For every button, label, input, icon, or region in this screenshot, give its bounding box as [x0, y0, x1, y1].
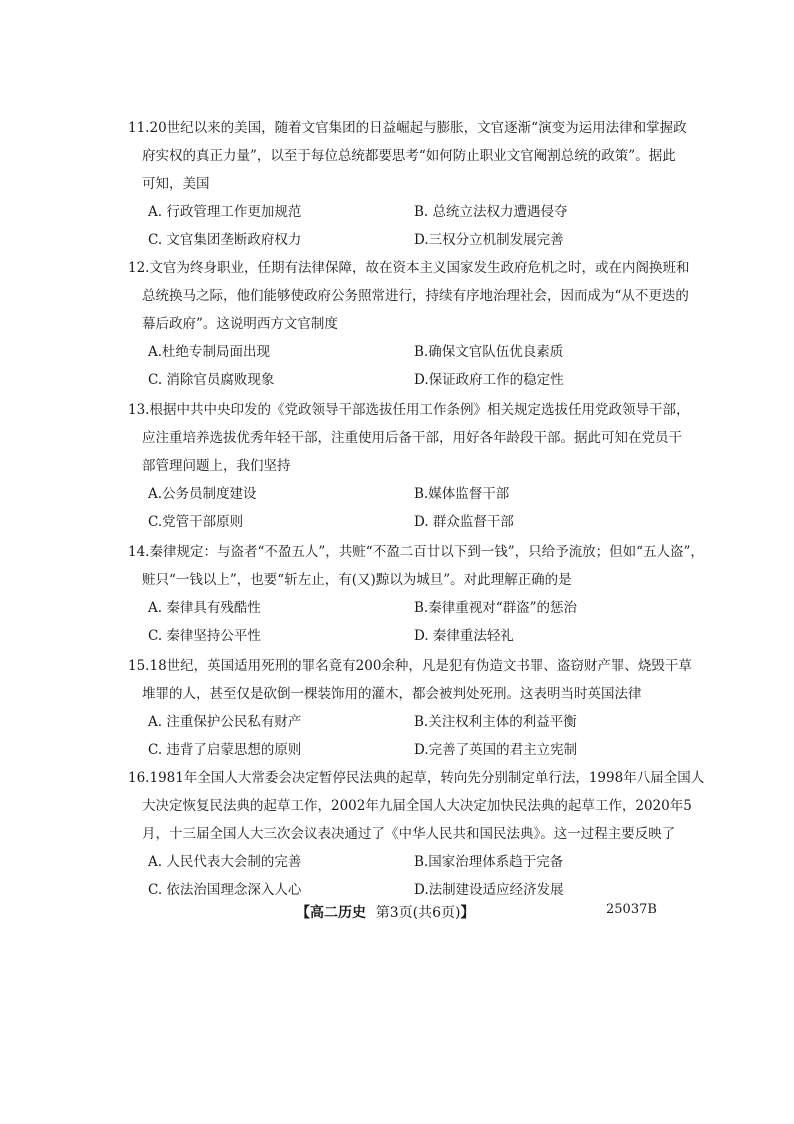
option-a[interactable]: A. 行政管理工作更加规范: [148, 204, 302, 220]
stem-line: 赃只“一钱以上”，也要“斩左止，有(又)黥以为城旦”。对此理解正确的是: [142, 572, 572, 588]
option-d[interactable]: D.完善了英国的君主立宪制: [414, 742, 578, 758]
option-d[interactable]: D.三权分立机制发展完善: [414, 232, 564, 248]
page-footer: [0, 902, 794, 926]
stem-line: 16.1981年全国人大常委会决定暂停民法典的起草，转向先分别制定单行法，1998年八届全国人: [128, 770, 705, 786]
question-number: 11.: [128, 120, 150, 136]
question-stem: [128, 652, 692, 708]
stem-line: 14.秦律规定：与盗者“不盈五人”，共赃“不盈二百廿以下到一钱”，只给予流放；但如“五人盗”，: [128, 544, 704, 560]
option-b[interactable]: B.确保文官队伍优良素质: [414, 344, 564, 360]
footer-subject: 高二历史: [310, 905, 366, 921]
option-b[interactable]: B. 总统立法权力遭遇侵夺: [414, 204, 568, 220]
question-number: 15.: [128, 658, 150, 674]
question-16: [128, 764, 705, 904]
question-14: [128, 538, 704, 650]
stem-line: 13.根据中共中央印发的《党政领导干部选拔任用工作条例》相关规定选拔任用党政领导干部，: [128, 402, 690, 418]
option-b[interactable]: B.秦律重视对“群盗”的惩治: [414, 600, 578, 616]
answer-options: [128, 594, 668, 650]
exam-code: 25037B: [606, 902, 657, 917]
option-a[interactable]: A.公务员制度建设: [148, 486, 257, 502]
question-stem: [128, 254, 690, 338]
stem-line: 幕后政府”。这说明西方文官制度: [142, 316, 338, 332]
bracket-open: 【: [296, 905, 310, 921]
question-stem: [128, 396, 690, 480]
question-number: 16.: [128, 770, 150, 786]
answer-options: [128, 198, 668, 254]
option-a[interactable]: A.杜绝专制局面出现: [148, 344, 271, 360]
option-d[interactable]: D. 群众监督干部: [414, 514, 514, 530]
option-b[interactable]: B.国家治理体系趋于完备: [414, 854, 564, 870]
stem-line: 总统换马之际，他们能够使政府公务照常进行，持续有序地治理社会，因而成为“从不更迭的: [142, 288, 689, 304]
stem-line: 府实权的真正力量”，以至于每位总统都要思考“如何防止职业文官阉割总统的政策”。据此: [142, 148, 676, 164]
stem-line: 大决定恢复民法典的起草工作，2002年九届全国人大决定加快民法典的起草工作，2020年5: [142, 798, 692, 814]
question-stem: [128, 764, 705, 848]
option-a[interactable]: A. 秦律具有残酷性: [148, 600, 261, 616]
stem-line: 15.18世纪，英国适用死刑的罪名竟有200余种，凡是犯有伪造文书罪、盗窃财产罪、烧毁干草: [128, 658, 692, 674]
question-stem: [128, 538, 704, 594]
footer-page-info: 第3页(共6页): [375, 905, 461, 921]
stem-line: 11.20世纪以来的美国，随着文官集团的日益崛起与膨胀，文官逐渐“演变为运用法律和掌握政: [128, 120, 687, 136]
stem-line: 应注重培养选拔优秀年轻干部，注重使用后备干部，用好各年龄段干部。据此可知在党员干: [142, 430, 682, 446]
option-c[interactable]: C. 文官集团垄断政府权力: [148, 232, 302, 248]
question-stem: [128, 114, 687, 198]
question-number: 13.: [128, 402, 150, 418]
question-15: [128, 652, 692, 764]
stem-line: 堆罪的人，甚至仅是砍倒一棵装饰用的灌木，都会被判处死刑。这表明当时英国法律: [142, 686, 642, 702]
option-d[interactable]: D.保证政府工作的稳定性: [414, 372, 564, 388]
stem-line: 部管理问题上，我们坚持: [142, 458, 291, 474]
option-c[interactable]: C. 秦律坚持公平性: [148, 628, 261, 644]
option-c[interactable]: C.党管干部原则: [148, 514, 244, 530]
question-number: 12.: [128, 260, 150, 276]
option-c[interactable]: C. 消除官员腐败现象: [148, 372, 275, 388]
answer-options: [128, 708, 668, 764]
option-d[interactable]: D.法制建设适应经济发展: [414, 882, 564, 898]
option-c[interactable]: C. 依法治国理念深入人心: [148, 882, 302, 898]
question-number: 14.: [128, 544, 150, 560]
stem-line: 月，十三届全国人大三次会议表决通过了《中华人民共和国民法典》。这一过程主要反映了: [142, 826, 676, 842]
answer-options: [128, 848, 668, 904]
question-12: [128, 254, 690, 394]
answer-options: [128, 480, 668, 536]
bracket-close: 】: [460, 905, 475, 921]
question-11: [128, 114, 687, 254]
option-c[interactable]: C. 违背了启蒙思想的原则: [148, 742, 302, 758]
footer-title: [296, 902, 475, 922]
question-13: [128, 396, 690, 536]
option-a[interactable]: A. 注重保护公民私有财产: [148, 714, 302, 730]
option-b[interactable]: B.媒体监督干部: [414, 486, 510, 502]
option-d[interactable]: D. 秦律重法轻礼: [414, 628, 514, 644]
option-b[interactable]: B.关注权利主体的利益平衡: [414, 714, 577, 730]
option-a[interactable]: A. 人民代表大会制的完善: [148, 854, 302, 870]
stem-line: 12.文官为终身职业，任期有法律保障，故在资本主义国家发生政府危机之时，或在内阁换班和: [128, 260, 690, 276]
stem-line: 可知，美国: [142, 176, 210, 192]
answer-options: [128, 338, 668, 394]
